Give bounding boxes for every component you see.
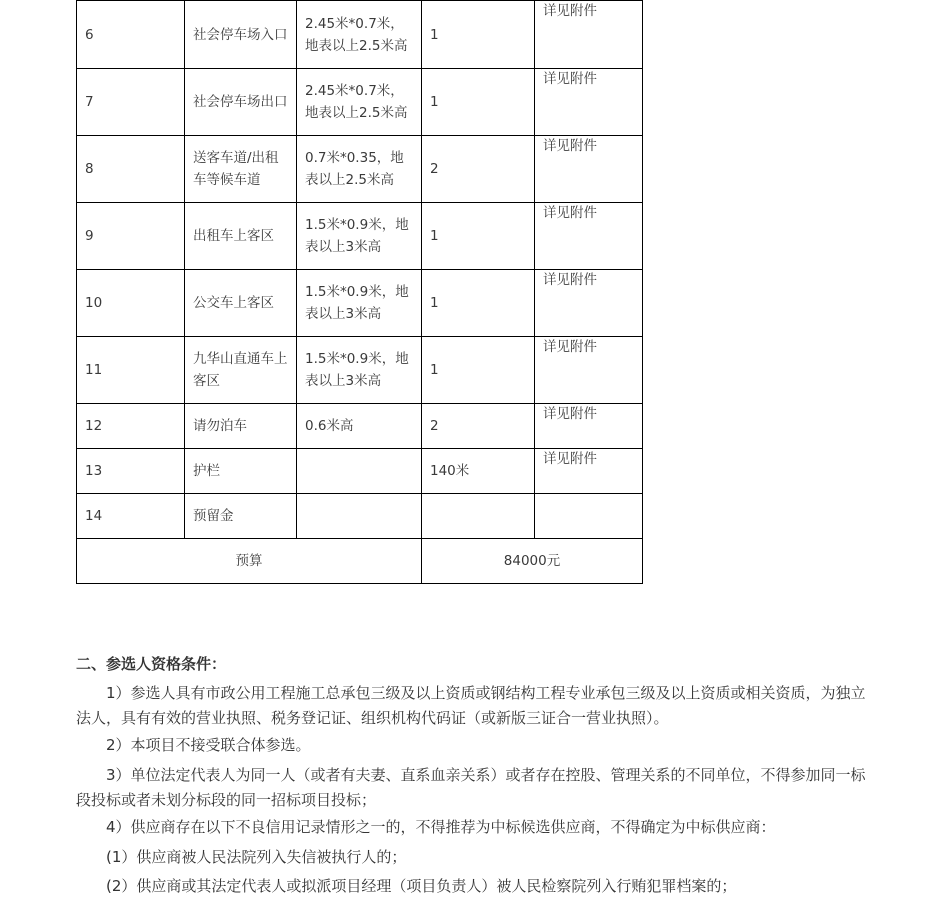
row-number: 8 (77, 136, 185, 203)
table-row (77, 69, 643, 136)
item-quantity: 1 (422, 337, 535, 404)
item-quantity: 1 (422, 203, 535, 270)
items-table (76, 0, 643, 584)
item-note: 详见附件 (535, 69, 643, 136)
item-quantity (422, 494, 535, 539)
paragraph-5: (1）供应商被人民法院列入失信被执行人的； (106, 848, 407, 866)
table-row (77, 494, 643, 539)
item-name: 九华山直通车上客区 (185, 337, 297, 404)
row-number: 7 (77, 69, 185, 136)
table-row (77, 270, 643, 337)
item-spec: 2.45米*0.7米，地表以上2.5米高 (297, 1, 422, 69)
row-number: 12 (77, 404, 185, 449)
item-name: 出租车上客区 (185, 203, 297, 270)
item-spec: 2.45米*0.7米，地表以上2.5米高 (297, 69, 422, 136)
item-note: 详见附件 (535, 449, 643, 494)
paragraph-6: (2）供应商或其法定代表人或拟派项目经理（项目负责人）被人民检察院列入行贿犯罪档案的； (106, 877, 737, 895)
item-note: 详见附件 (535, 337, 643, 404)
budget-label: 预算 (77, 539, 422, 584)
item-quantity: 1 (422, 69, 535, 136)
row-number: 6 (77, 1, 185, 69)
item-note: 详见附件 (535, 1, 643, 69)
row-number: 10 (77, 270, 185, 337)
row-number: 9 (77, 203, 185, 270)
item-spec: 1.5米*0.9米，地表以上3米高 (297, 270, 422, 337)
item-name: 社会停车场出口 (185, 69, 297, 136)
item-note (535, 494, 643, 539)
item-note: 详见附件 (535, 404, 643, 449)
item-quantity: 2 (422, 136, 535, 203)
item-note: 详见附件 (535, 270, 643, 337)
row-number: 14 (77, 494, 185, 539)
item-spec: 1.5米*0.9米，地表以上3米高 (297, 203, 422, 270)
item-name: 公交车上客区 (185, 270, 297, 337)
table-row (77, 1, 643, 69)
paragraph-1: 1）参选人具有市政公用工程施工总承包三级及以上资质或钢结构工程专业承包三级及以上资质或相关资质，为独立法人，具有有效的营业执照、税务登记证、组织机构代码证（或新版三证合一营业执照）。 (76, 684, 866, 727)
budget-value: 84000元 (422, 539, 643, 584)
item-quantity: 2 (422, 404, 535, 449)
item-spec: 0.7米*0.35，地表以上2.5米高 (297, 136, 422, 203)
row-number: 11 (77, 337, 185, 404)
table-row (77, 404, 643, 449)
item-note: 详见附件 (535, 136, 643, 203)
item-spec: 0.6米高 (297, 404, 422, 449)
table-row (77, 203, 643, 270)
section-heading: 二、参选人资格条件： (76, 655, 227, 673)
item-note: 详见附件 (535, 203, 643, 270)
item-name: 护栏 (185, 449, 297, 494)
row-number: 13 (77, 449, 185, 494)
item-quantity: 1 (422, 1, 535, 69)
item-quantity: 140米 (422, 449, 535, 494)
table-row (77, 337, 643, 404)
item-quantity: 1 (422, 270, 535, 337)
table-row (77, 449, 643, 494)
paragraph-3: 3）单位法定代表人为同一人（或者有夫妻、直系血亲关系）或者存在控股、管理关系的不同单位，不得参加同一标段投标或者未划分标段的同一招标项目投标； (76, 766, 866, 809)
item-name: 送客车道/出租车等候车道 (185, 136, 297, 203)
item-name: 预留金 (185, 494, 297, 539)
budget-row (77, 539, 643, 584)
item-spec (297, 494, 422, 539)
item-spec: 1.5米*0.9米，地表以上3米高 (297, 337, 422, 404)
paragraph-4: 4）供应商存在以下不良信用记录情形之一的，不得推荐为中标候选供应商，不得确定为中标供应商： (106, 818, 776, 836)
item-name: 社会停车场入口 (185, 1, 297, 69)
item-name: 请勿泊车 (185, 404, 297, 449)
item-spec (297, 449, 422, 494)
paragraph-2: 2）本项目不接受联合体参选。 (106, 736, 311, 754)
table-row (77, 136, 643, 203)
